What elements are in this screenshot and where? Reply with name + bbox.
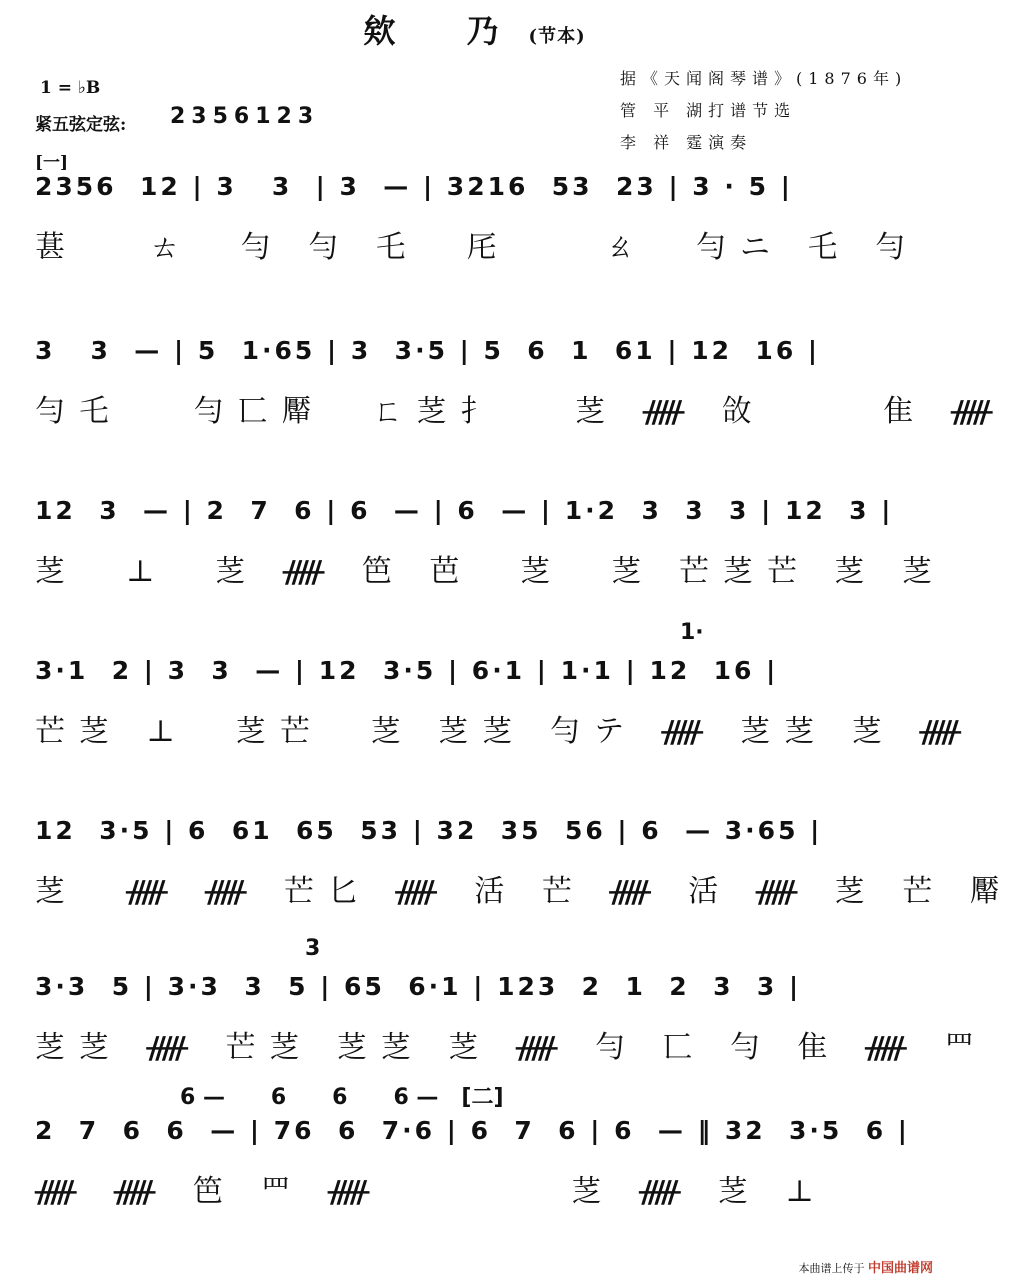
tablature-row-1: 葚 ㄊ 勻 勻 乇 厇 ㄠ 勻ニ 乇 勻 [35,230,920,265]
footer [798,1257,933,1276]
arranger-credit: 管 平 湖打谱节选 [620,101,797,120]
title-suffix: (节本) [528,26,586,47]
notation-row-5: 12 3·5 | 6 61 65 53 | 32 35 56 | 6 — 3·65 | [35,816,823,845]
notation-row-4: 3·1 2 | 3 3 — | 12 3·5 | 6·1 | 1·1 | 12 16 | [35,656,779,685]
footer-text: 本曲谱上传于 [798,1262,865,1275]
tablature-row-3: 䒦 ⊥ 䒦 ᚏ 笆 芭 䒦 䒦 芒䒦芒 䒦 䒦 [35,554,947,589]
notation-row-7: 2 7 6 6 — | 76 6 7·6 | 6 7 6 | 6 — ‖ 32 3·5 6 | [35,1116,910,1145]
tablature-row-6: 䒦䒦 ᚏ 芒䒦 䒦䒦 䒦 ᚏ 勻 匸 勻 隹 ᚏ 罒 [35,1030,988,1065]
key-signature: 1 = ♭B [40,78,101,98]
notation-row-2: 3 3 — | 5 1·65 | 3 3·5 | 5 6 1 61 | 12 16 | [35,336,821,365]
upper-notes-row-6: 3 [305,936,321,961]
performer-credit: 李 祥 霆演奏 [620,133,753,152]
tablature-row-7: ᚏ ᚏ 笆 罒 ᚏ 䒦 ᚏ 䒦 ⊥ [35,1174,828,1209]
notation-row-1: 2356 12 | 3 3 | 3 — | 3216 53 23 | 3 · 5 | [35,172,793,201]
tablature-row-2: 勻乇 勻匸厴 ㄈ䒦扌 䒦 ᚏ 㪉 隹 ᚏ [35,394,1007,429]
tuning-notes: 2356123 [170,104,320,129]
tuning-label: 紧五弦定弦: [35,115,127,135]
tablature-row-5: 䒦 ᚏ ᚏ 芒匕 ᚏ 活 芒 ᚏ 活 ᚏ 䒦 芒 厴 [35,874,1014,909]
section-marker-1: [一] [35,153,69,173]
notation-row-3: 12 3 — | 2 7 6 | 6 — | 6 — | 1·2 3 3 3 | 12 3 | [35,496,894,525]
notation-row-6: 3·3 5 | 3·3 3 5 | 65 6·1 | 123 2 1 2 3 3 | [35,972,802,1001]
title-text: 欸 乃 [363,12,529,50]
source-credit: 据《天闻阁琴谱》(1876年) [620,69,908,88]
upper-notes-row-4: 1· [680,620,704,645]
page-title [0,6,949,52]
upper-notes-row-7: 6 — 6 6 6 — [二] [180,1085,504,1110]
tablature-row-4: 芒䒦 ⊥ 䒦芒 䒦 䒦䒦 勻テ ᚏ 䒦䒦 䒦 ᚏ [35,714,975,749]
site-logo: 中国曲谱网 [867,1261,933,1276]
